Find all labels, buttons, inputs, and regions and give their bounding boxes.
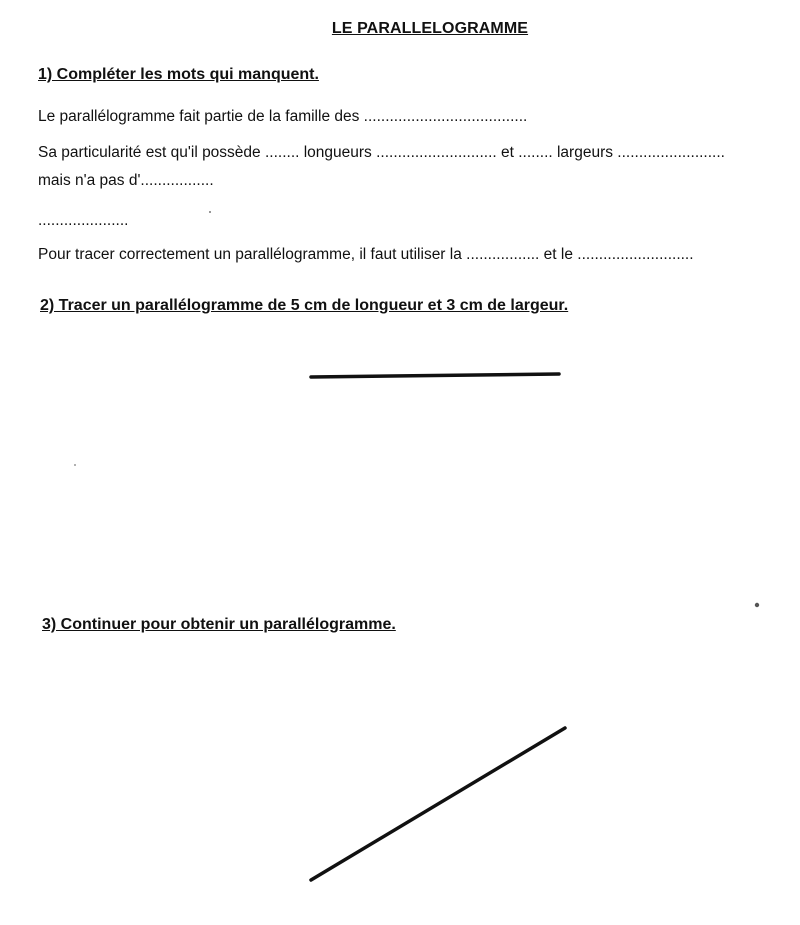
- section-2-heading: 2) Tracer un parallélogramme de 5 cm de longueur et 3 cm de largeur.: [40, 297, 569, 314]
- section-1-heading: 1) Compléter les mots qui manquent.: [38, 66, 319, 83]
- fill-line-particularity: Sa particularité est qu'il possède ........ longueurs ............................ et ........ largeurs .........................: [38, 144, 725, 161]
- fill-line-tools: Pour tracer correctement un parallélogramme, il faut utiliser la ................. et le ...........................: [38, 246, 694, 263]
- scan-speck: [209, 211, 211, 213]
- horizontal-segment: [311, 374, 559, 377]
- oblique-segment: [311, 728, 565, 880]
- scan-speck: [755, 603, 759, 607]
- fill-line-family: Le parallélogramme fait partie de la famille des ......................................: [38, 108, 528, 125]
- scan-speck: [74, 464, 76, 466]
- section-3-heading: 3) Continuer pour obtenir un parallélogramme.: [42, 616, 396, 633]
- fill-line-blank: .....................: [38, 212, 129, 229]
- fill-line-not-have: mais n'a pas d'.................: [38, 172, 214, 189]
- page-title: LE PARALLELOGRAMME: [331, 20, 529, 37]
